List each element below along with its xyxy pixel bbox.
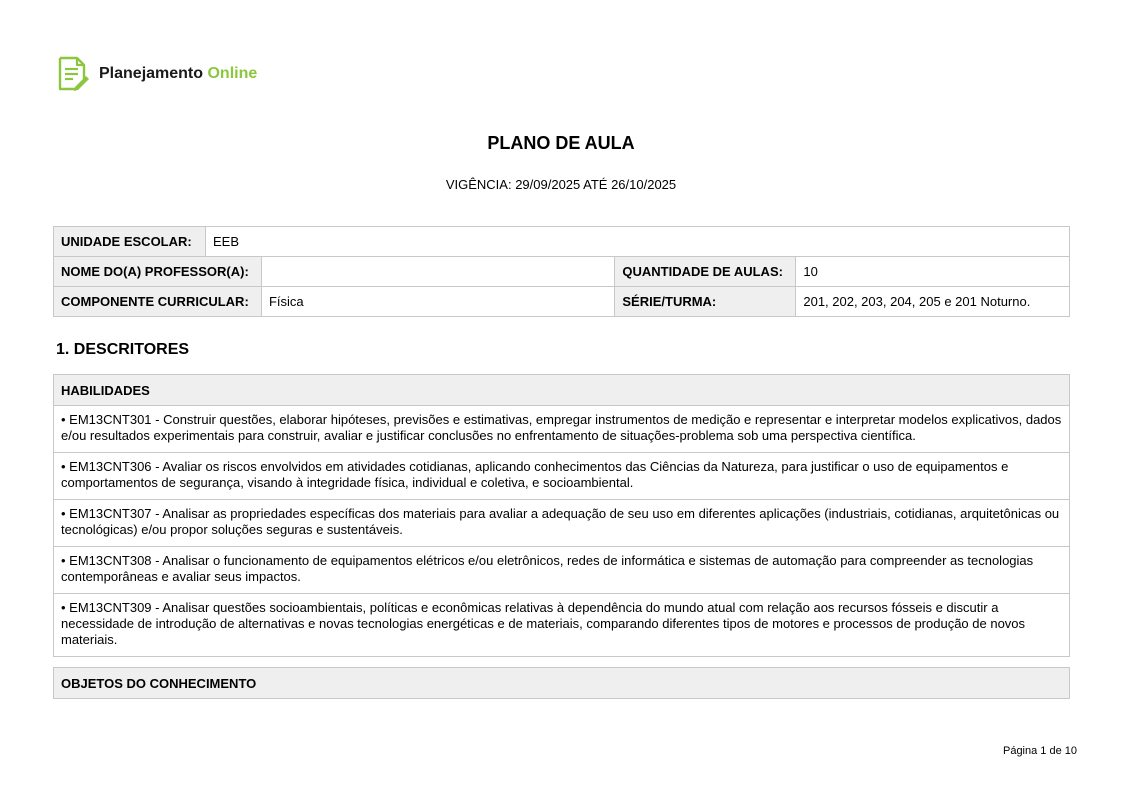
info-table <box>53 226 1070 317</box>
info-row-professor <box>54 257 1070 287</box>
habilidade-row <box>54 406 1070 453</box>
brand-name: Planejamento Online <box>99 65 258 82</box>
habilidades-header-row <box>54 375 1070 406</box>
habilidades-header: HABILIDADES <box>54 375 1070 406</box>
habilidade-text: • EM13CNT306 - Avaliar os riscos envolvidos em atividades cotidianas, aplicando conhecimentos das Ciências da Natureza, para justificar o uso de equipamentos e comportamentos de segurança, visando à integridade física, individual e coletiva, e socioambiental. <box>54 453 1070 500</box>
habilidade-text: • EM13CNT308 - Analisar o funcionamento de equipamentos elétricos e/ou eletrônicos, redes de informática e sistemas de automação para compreender as tecnologias contemporâneas e avaliar seus impactos. <box>54 547 1070 594</box>
habilidade-text: • EM13CNT309 - Analisar questões socioambientais, políticas e econômicas relativas à dependência do mundo atual com relação aos recursos fósseis e discutir a necessidade de introdução de alternativas e novas tecnologias energéticas e de materiais, comparando diferentes tipos de motores e processos de produção de novos materiais. <box>54 594 1070 657</box>
serie-label: SÉRIE/TURMA: <box>615 287 796 317</box>
quantidade-value: 10 <box>796 257 1070 287</box>
info-row-componente <box>54 287 1070 317</box>
professor-label: NOME DO(A) PROFESSOR(A): <box>54 257 262 287</box>
document-edit-icon <box>56 55 90 93</box>
habilidade-text: • EM13CNT301 - Construir questões, elaborar hipóteses, previsões e estimativas, empregar instrumentos de medição e representar e interpretar modelos explicativos, dados e/ou resultados experimentais para construir, avaliar e justificar conclusões no enfrentamento de situações-problema sob uma perspectiva científica. <box>54 406 1070 453</box>
vigencia-period: VIGÊNCIA: 29/09/2025 ATÉ 26/10/2025 <box>445 177 677 192</box>
habilidades-table <box>53 374 1070 657</box>
brand-accent: Online <box>207 65 258 82</box>
section-title-descritores: 1. DESCRITORES <box>56 341 190 358</box>
habilidade-row <box>54 594 1070 657</box>
brand-logo <box>56 54 257 94</box>
objetos-header-row <box>54 668 1070 699</box>
quantidade-label: QUANTIDADE DE AULAS: <box>615 257 796 287</box>
serie-value: 201, 202, 203, 204, 205 e 201 Noturno. <box>796 287 1070 317</box>
objetos-header: OBJETOS DO CONHECIMENTO <box>54 668 1070 699</box>
document-title: PLANO DE AULA <box>487 133 635 153</box>
unidade-value: EEB <box>205 227 1069 257</box>
habilidade-row <box>54 500 1070 547</box>
professor-value <box>261 257 614 287</box>
objetos-table <box>53 667 1070 699</box>
habilidade-row <box>54 453 1070 500</box>
habilidade-text: • EM13CNT307 - Analisar as propriedades específicas dos materiais para avaliar a adequação de seu uso em diferentes aplicações (industriais, cotidianas, arquitetônicas ou tecnológicas) e/ou propor soluções seguras e sustentáveis. <box>54 500 1070 547</box>
componente-value: Física <box>261 287 614 317</box>
componente-label: COMPONENTE CURRICULAR: <box>54 287 262 317</box>
unidade-label: UNIDADE ESCOLAR: <box>54 227 206 257</box>
info-row-unidade <box>54 227 1070 257</box>
page-number: Página 1 de 10 <box>1002 745 1077 757</box>
habilidade-row <box>54 547 1070 594</box>
